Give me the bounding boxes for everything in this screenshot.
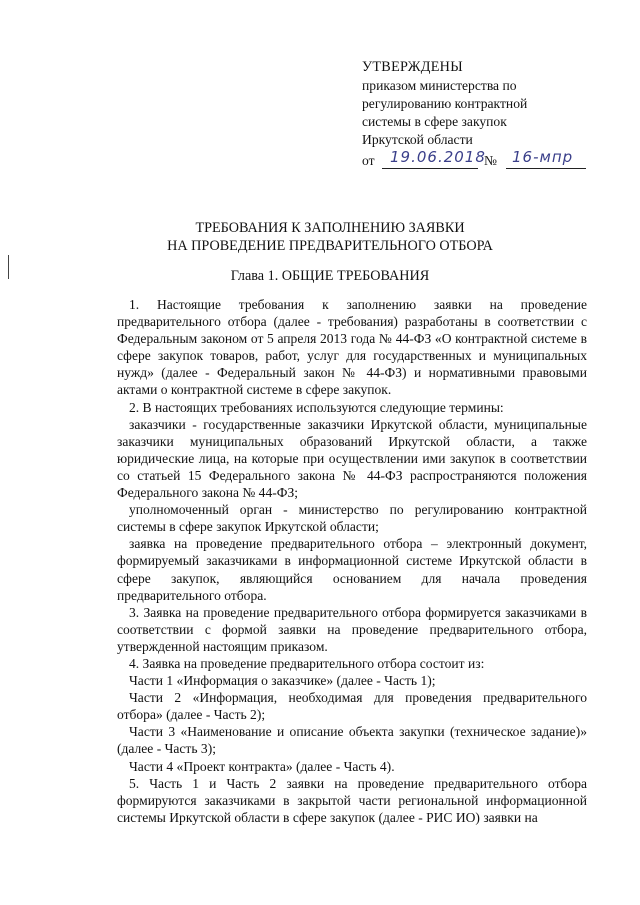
- paragraph: Части 4 «Проект контракта» (далее - Часть 4).: [129, 758, 395, 774]
- number-label: №: [484, 153, 497, 168]
- document-body: [117, 296, 587, 826]
- paragraph: Части 2 «Информация, необходимая для проведения предварительного отбора» (далее - Часть 2);: [117, 690, 587, 723]
- approval-signature-line: [362, 148, 602, 173]
- approval-line: приказом министерства по: [362, 78, 517, 93]
- paragraph: заказчики - государственные заказчики Иркутской области, муниципальные заказчики муниципальных образований Иркутской области, а также юридические лица, на которые при осуществлении ими закупок в соответствии со статьей 15 Федерального закона № 44-ФЗ распространяются положения Федерального закона № 44-ФЗ;: [117, 416, 587, 501]
- paragraph: 3. Заявка на проведение предварительного отбора формируется заказчиками в соответствии с формой заявки на проведение предварительного отбора, утвержденной настоящим приказом.: [117, 604, 587, 654]
- approval-heading: УТВЕРЖДЕНЫ: [362, 59, 463, 75]
- paragraph: 5. Часть 1 и Часть 2 заявки на проведение предварительного отбора формируются заказчиками в закрытой части региональной информационной системы Иркутской области в сфере закупок (далее - РИС ИО) заявки на: [117, 775, 587, 825]
- handwritten-date: 19.06.2018: [390, 148, 486, 166]
- chapter-heading: Глава 1. ОБЩИЕ ТРЕБОВАНИЯ: [230, 268, 430, 284]
- approval-line: Иркутской области: [362, 132, 473, 147]
- handwritten-number: 16-мпр: [512, 148, 574, 166]
- margin-mark: [8, 255, 9, 279]
- approval-block: [362, 58, 612, 149]
- document-title-line-1: ТРЕБОВАНИЯ К ЗАПОЛНЕНИЮ ЗАЯВКИ: [195, 220, 465, 236]
- paragraph: уполномоченный орган - министерство по регулированию контрактной системы в сфере закупок Иркутской области;: [117, 502, 587, 535]
- date-underline: [382, 168, 478, 169]
- paragraph: Части 1 «Информация о заказчике» (далее - Часть 1);: [129, 673, 436, 689]
- paragraph: 2. В настоящих требованиях используются следующие термины:: [129, 399, 504, 415]
- document-title-line-2: НА ПРОВЕДЕНИЕ ПРЕДВАРИТЕЛЬНОГО ОТБОРА: [167, 238, 493, 254]
- number-underline: [506, 168, 586, 169]
- paragraph: 1. Настоящие требования к заполнению заявки на проведение предварительного отбора (далее - требования) разработаны в соответствии с Федеральным законом от 5 апреля 2013 года № 44-ФЗ «О контрактной системе в сфере закупок товаров, работ, услуг для государственных и муниципальных нужд» (далее - Федеральный закон № 44-ФЗ) и нормативными правовыми актами о контрактной системе в сфере закупок.: [117, 297, 587, 398]
- approval-line: регулированию контрактной: [362, 96, 528, 111]
- approval-line: системы в сфере закупок: [362, 114, 507, 129]
- paragraph: Части 3 «Наименование и описание объекта закупки (техническое задание)» (далее - Часть 3);: [117, 724, 587, 757]
- paragraph: заявка на проведение предварительного отбора – электронный документ, формируемый заказчиками в информационной системе Иркутской области в сфере закупок, являющийся основанием для начала проведения предварительного отбора.: [117, 536, 587, 603]
- paragraph: 4. Заявка на проведение предварительного отбора состоит из:: [129, 655, 485, 671]
- from-label: от: [362, 153, 375, 168]
